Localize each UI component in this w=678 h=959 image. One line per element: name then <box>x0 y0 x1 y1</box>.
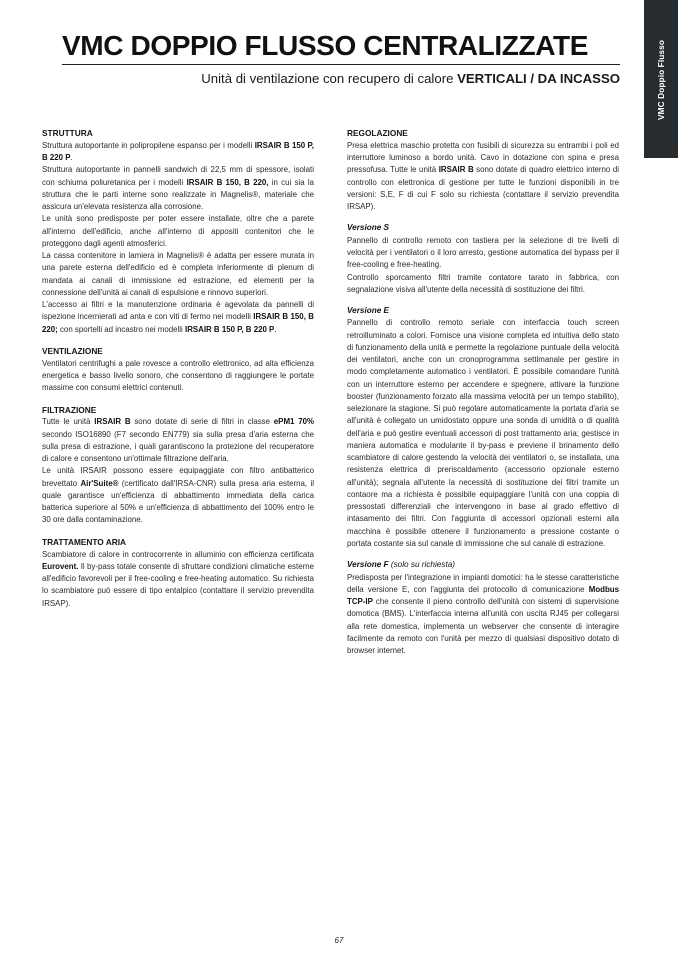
text: Struttura autoportante in polipropilene espanso per i modelli <box>42 140 255 150</box>
text: Struttura autoportante in pannelli sandwich di 22,5 mm di spessore, isolati con schiuma poliuretanica per i modelli <box>42 165 314 187</box>
text: sono dotate di quadro elettrico interno di controllo con elettronica di gestione per tutte le funzioni disponibili in tre versioni: S,E, F di cui F solo su richiesta (contattare il servizio prevendita IRSAP). <box>347 165 619 212</box>
section-title-versione-e: Versione E <box>347 306 390 316</box>
model-name: IRSAIR B <box>438 165 474 175</box>
text: Presa elettrica maschio protetta con fusibili di sicurezza su entrambi i poli ed interruttore luminoso a bordo unità. Cavo in dotazione con spina e presa pressofusa. Tutte le unità <box>347 140 619 175</box>
paragraph: Controllo sporcamento filtri tramite contatore tarato in fabbrica, con segnalazione visiva all'utente della necessità di sostituzione dei filtri. <box>347 272 619 294</box>
paragraph <box>42 549 314 610</box>
paragraph <box>42 299 314 336</box>
title-text: Versione F <box>347 560 389 570</box>
paragraph <box>347 572 619 658</box>
text: Tutte le unità <box>42 417 95 427</box>
paragraph: Pannello di controllo remoto con tastiera per la selezione di tre livelli di velocità per i ventilatori o il loro arresto, gestione automatica del bypass per il free-cooling e free-heating. <box>347 235 619 270</box>
paragraph <box>42 416 314 465</box>
paragraph: Pannello di controllo remoto seriale con interfaccia touch screen retroilluminato a colori. Fornisce una visione completa ed intuitiva dello stato di funzionamento della unità e permette la regolazione puntuale della velocità dei ventilatori, anche con un cronoprogramma settimanale per gestire in modo completamente automatico i ventilatori. È possibile comandare l'unità con un interruttore esterno per accendere e spegnere, attivare la funzione booster (funzionamento forzato alla massima velocità per un tempo stabilito), selezionare la stagione. Si può regolare automaticamente la portata d'aria se all'unità è collegato un umidostato oppure una sonda di umidità o di qualità dell'aria e può gestire eventuali accessori di post trattamento aria; gestisce in maniera automatica e modulante il by-pass e previene il brinamento dello scambiatore di calore gestendo la velocità dei ventilatori o, se installata, una resistenza elettrica di preriscaldamento (accessorio opzionale esterno all'unità); segnala all'utente la necessità di sostituzione dei filtri tramite un contaore ma a richiesta è possibile equipaggiare l'unità con una coppia di pressostati differenziali che intervengono in base al grado effettivo di intasamento dei filtri. Con l'aggiunta di accessori opzionali esterni alla macchina è possibile ottenere il funzionamento a pressione costante o portata costante sia sul canale di immissione che sul canale di estrazione. <box>347 318 619 548</box>
section-side-tab <box>644 0 678 158</box>
text: con sportelli ad incastro nei modelli <box>57 324 185 334</box>
model-name: IRSAIR B 150, B 220; <box>42 312 314 334</box>
section-ventilazione <box>42 345 314 395</box>
model-name: IRSAIR B 150 P, B 220 P <box>185 324 275 334</box>
text: . <box>274 324 277 334</box>
paragraph <box>42 140 314 165</box>
text: che consente il pieno controllo dell'unità con sistemi di supervisione domotica (BMS). L'interfaccia interna all'unità con uscita RJ45 per collegarsi alla rete domestica, implementa un webserver che consente di interagire facilmente da remoto con l'unità per mezzo di qualsiasi dispositivo dotato di browser internet. <box>347 597 619 656</box>
text: (certificato dall'IRSA-CNR) sulla presa aria esterna, il quale garantisce un'efficienza di abbattimento immediata della carica batterica superiore al 50% e un'efficienza di abbattimento del 100% entro le 30 ore dalla contaminazione. <box>42 478 314 525</box>
model-name: IRSAIR B <box>94 417 131 427</box>
section-title-regolazione: REGOLAZIONE <box>347 128 408 138</box>
title-divider <box>62 64 620 65</box>
left-column <box>42 127 314 619</box>
model-name: IRSAIR B 150 P, B 220 P <box>42 140 314 163</box>
section-title-filtrazione: FILTRAZIONE <box>42 404 97 415</box>
section-title-struttura: STRUTTURA <box>42 128 93 138</box>
section-trattamento-aria <box>42 536 314 610</box>
text: . <box>70 153 73 163</box>
subtitle-bold-text: VERTICALI / DA INCASSO <box>457 71 620 86</box>
section-regolazione <box>347 127 619 213</box>
paragraph: Ventilatori centrifughi a pale rovesce a controllo elettronico, ad alta efficienza energetica e basso livello sonoro, che consentono di raggiungere le portate massime con consumi elettrici contenuti. <box>42 358 314 393</box>
page-subtitle <box>201 71 620 86</box>
text: Il by-pass totale consente di sfruttare condizioni climatiche esterne all'edificio favorevoli per il free-cooling e free-heating automatico. Su richiesta lo scambiatore può essere di tipo entalpico (contattare il servizio prevendita IRSAP). <box>42 561 314 608</box>
text: in cui sia la struttura che le parti interne sono realizzate in Magnelis®, materiale che assicura un'elevata resistenza alla corrosione. <box>42 177 314 212</box>
page-title: VMC DOPPIO FLUSSO CENTRALIZZATE <box>62 30 589 61</box>
subtitle-text: Unità di ventilazione con recupero di calore <box>201 71 458 86</box>
brand-name: Eurovent. <box>42 561 79 571</box>
paragraph: La cassa contenitore in lamiera in Magnelis® è adatta per essere murata in una parete esterna dell'edificio ed è completa inferiormente di plenum di mandata ai canali di immissione ed estrazione, ed elementi per la connessione dell'unità ai canali di espulsione e rinnovo superiori. <box>42 251 314 297</box>
brand-name: Air'Suite® <box>80 478 119 488</box>
side-tab-label: VMC Doppio Flusso <box>656 39 666 121</box>
text: sono dotate di serie di filtri in classe <box>130 417 274 427</box>
paragraph: Le unità sono predisposte per poter essere installate, oltre che a parete all'interno dell'edificio, anche all'interno di appositi contenitori che le proteggono dagli agenti atmosferici. <box>42 214 314 248</box>
text: L'accesso ai filtri e la manutenzione ordinaria è agevolata da pannelli di ispezione incernierati ad anta e con viti di fermo nei modelli <box>42 300 314 322</box>
title-note: (solo su richiesta) <box>388 560 455 570</box>
section-title-trattamento: TRATTAMENTO ARIA <box>42 536 127 547</box>
text: Predisposta per l'integrazione in impianti domotici: ha le stesse caratteristiche della versione E, con l'aggiunta del protocollo di comunicazione <box>347 572 619 594</box>
section-title-versione-f <box>347 559 619 571</box>
model-name: IRSAIR B 150, B 220, <box>186 177 269 187</box>
section-title-ventilazione: VENTILAZIONE <box>42 345 103 356</box>
page-number: 67 <box>334 936 344 945</box>
section-versione-s <box>347 222 619 296</box>
text: Le unità IRSAIR possono essere equipaggiate con filtro antibatterico brevettato <box>42 466 314 488</box>
paragraph <box>347 140 619 214</box>
paragraph <box>42 164 314 213</box>
right-column <box>347 127 619 666</box>
section-filtrazione <box>42 404 314 527</box>
filter-class: ePM1 70% <box>273 417 314 427</box>
section-struttura <box>42 127 314 336</box>
text: Scambiatore di calore in controcorrente in alluminio con efficienza certificata <box>42 549 314 559</box>
section-versione-e <box>347 305 619 550</box>
text: secondo ISO16890 (F7 secondo EN779) sia sulla presa d'aria esterna che sulla presa di estrazione, i quali garantiscono la protezione del recuperatore di calore e consentono un'ottimale filtrazione dell'aria. <box>42 429 314 464</box>
section-versione-f <box>347 559 619 657</box>
section-title-versione-s: Versione S <box>347 223 390 233</box>
paragraph <box>42 465 314 526</box>
protocol-name: Modbus TCP-IP <box>347 584 619 607</box>
